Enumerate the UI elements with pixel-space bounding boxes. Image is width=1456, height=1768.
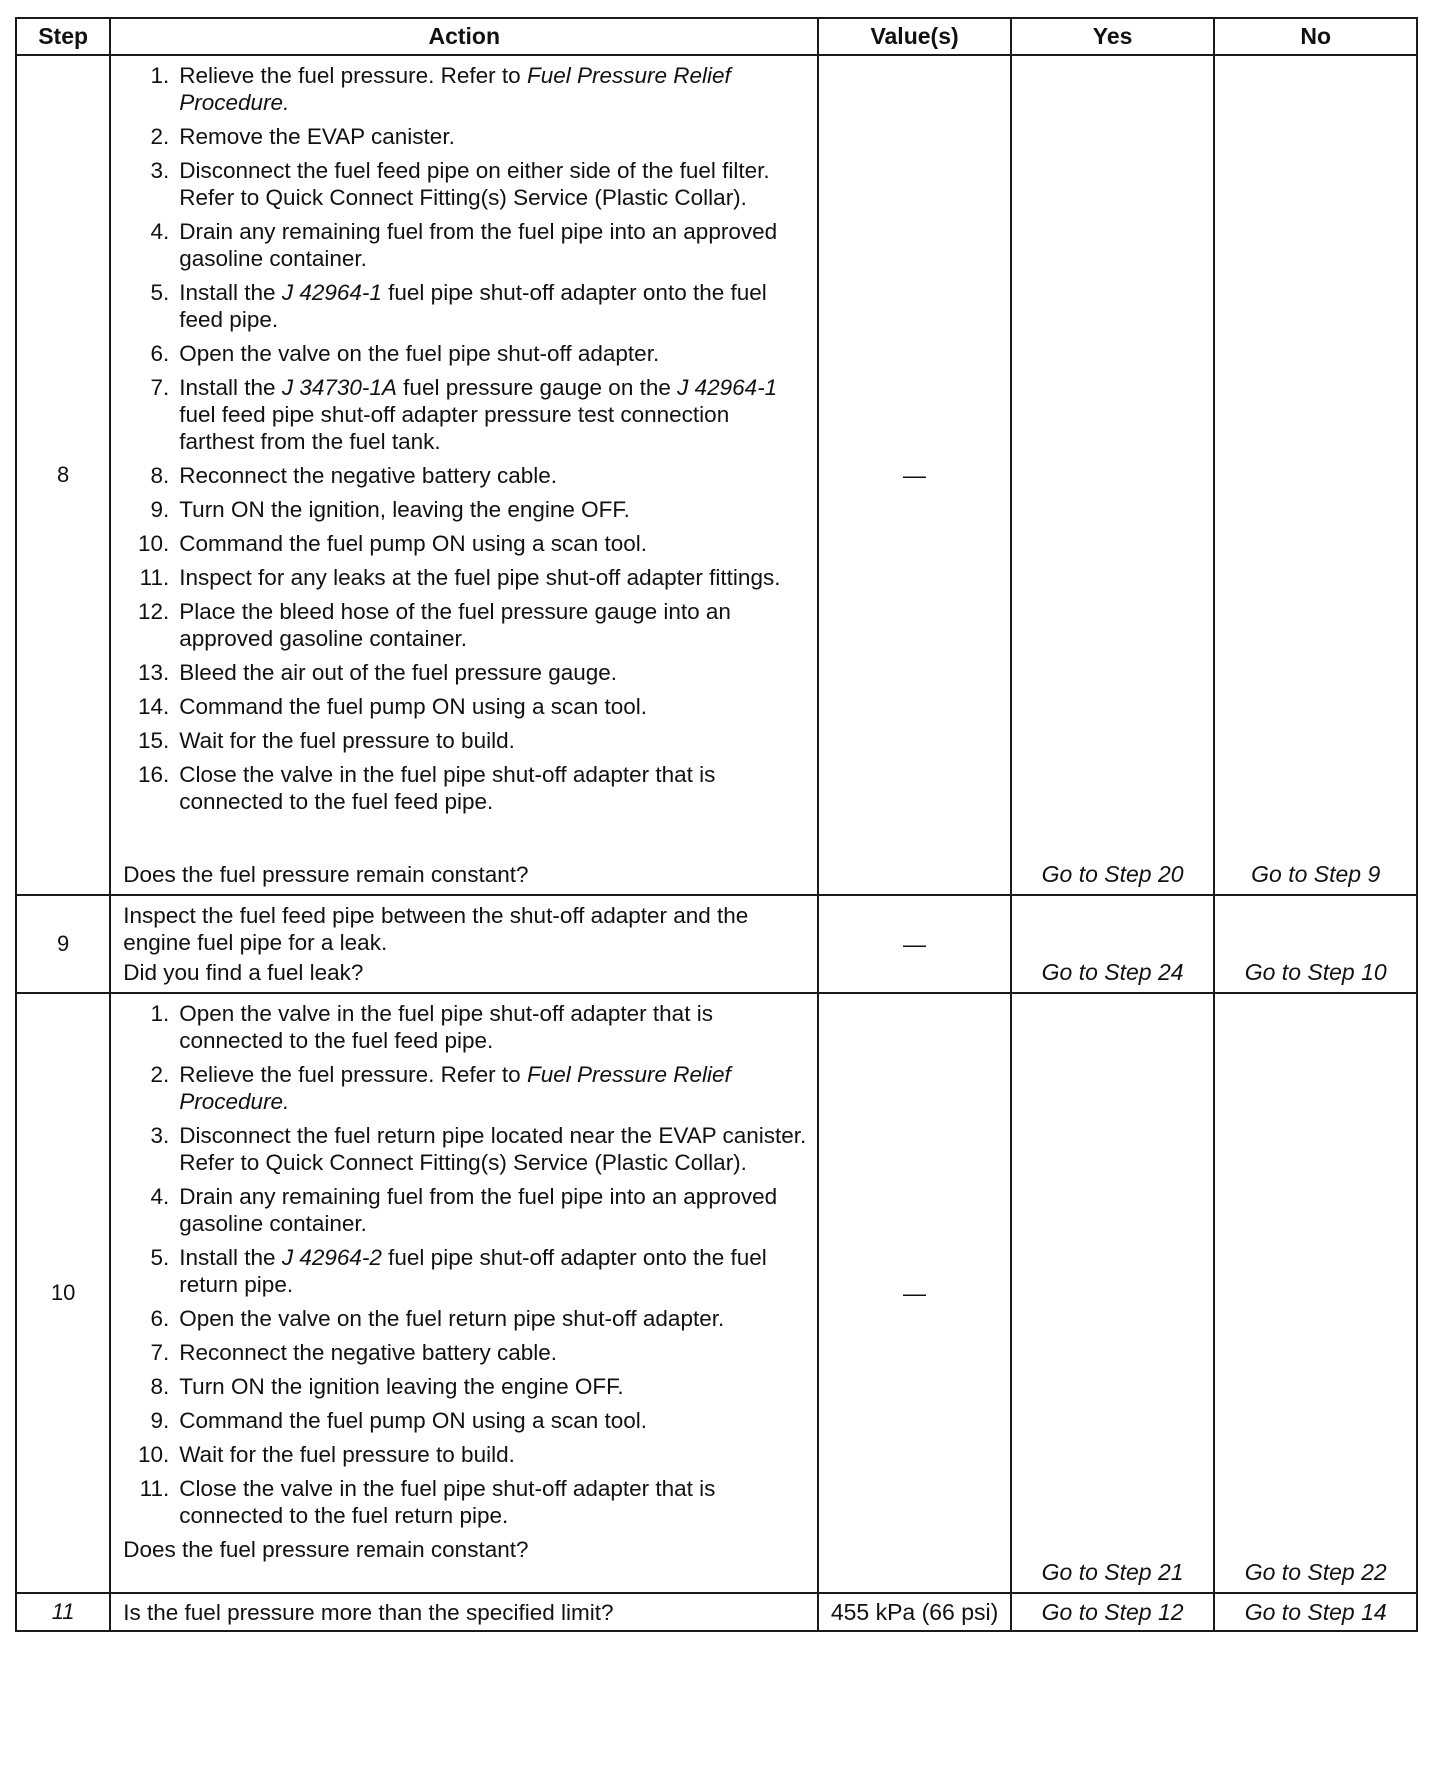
question-text: Does the fuel pressure remain constant? (123, 862, 529, 887)
procedure-step (123, 1183, 807, 1237)
step-index: 10. (137, 1442, 170, 1467)
value-cell: — (818, 993, 1011, 1593)
procedure-step (123, 1407, 807, 1434)
no-link: Go to Step 22 (1214, 993, 1417, 1593)
step-index: 8. (150, 463, 170, 488)
step-index: 3. (150, 1123, 170, 1148)
step-text: Command the fuel pump ON using a scan tool. (179, 1408, 648, 1433)
step-text: Install the J 42964-2 fuel pipe shut-off adapter onto the fuel return pipe. (179, 1245, 767, 1297)
procedure-step (123, 727, 807, 754)
procedure-step (123, 123, 807, 150)
step-index: 5. (150, 280, 170, 305)
procedure-step (123, 462, 807, 489)
step-text: Install the J 34730-1A fuel pressure gauge on the J 42964-1 fuel feed pipe shut-off adapter pressure test connection farthest from the fuel tank. (179, 375, 778, 454)
table-row-step-11 (16, 1593, 1417, 1631)
step-text: Relieve the fuel pressure. Refer to Fuel Pressure Relief Procedure. (179, 1062, 731, 1114)
step-text: Wait for the fuel pressure to build. (179, 728, 515, 753)
procedure-step (123, 1475, 807, 1529)
step-text: Drain any remaining fuel from the fuel pipe into an approved gasoline container. (179, 1184, 778, 1236)
procedure-step (123, 62, 807, 116)
procedure-step (123, 761, 807, 815)
procedure-step (123, 1000, 807, 1054)
procedure-step (123, 598, 807, 652)
question-text: Is the fuel pressure more than the specified limit? (110, 1593, 818, 1631)
step-text: Close the valve in the fuel pipe shut-off adapter that is connected to the fuel feed pipe. (179, 762, 716, 814)
step-index: 12. (137, 599, 170, 624)
step-index: 6. (150, 1306, 170, 1331)
yes-link: Go to Step 20 (1011, 55, 1215, 895)
step-index: 3. (150, 158, 170, 183)
action-cell (110, 55, 818, 895)
step-index: 8. (150, 1374, 170, 1399)
question-text: Did you find a fuel leak? (123, 960, 364, 985)
step-index: 11. (139, 1476, 170, 1501)
table-row-step-10 (16, 993, 1417, 1593)
action-cell (110, 895, 818, 993)
step-number: 10 (16, 993, 110, 1593)
question-text: Does the fuel pressure remain constant? (123, 1537, 529, 1562)
header-values: Value(s) (818, 18, 1011, 55)
step-number: 8 (16, 55, 110, 895)
procedure-step (123, 340, 807, 367)
yes-link: Go to Step 24 (1011, 895, 1215, 993)
header-action: Action (110, 18, 818, 55)
step-text: Reconnect the negative battery cable. (179, 463, 558, 488)
procedure-step (123, 530, 807, 557)
step-number: 11 (16, 1593, 110, 1631)
procedure-step (123, 374, 807, 455)
step-index: 16. (137, 762, 170, 787)
step-text: Open the valve in the fuel pipe shut-off adapter that is connected to the fuel feed pipe. (179, 1001, 713, 1053)
header-step: Step (16, 18, 110, 55)
step-text: Install the J 42964-1 fuel pipe shut-off adapter onto the fuel feed pipe. (179, 280, 767, 332)
yes-link: Go to Step 12 (1011, 1593, 1215, 1631)
action-cell (110, 993, 818, 1593)
step-index: 14. (137, 694, 170, 719)
step-index: 15. (137, 728, 170, 753)
action-text: Inspect the fuel feed pipe between the shut-off adapter and the engine fuel pipe for a leak. (123, 903, 749, 955)
step-index: 4. (150, 219, 170, 244)
procedure-step (123, 1373, 807, 1400)
step-index: 11. (139, 565, 170, 590)
step-index: 7. (150, 1340, 170, 1365)
step-index: 9. (150, 1408, 170, 1433)
step-index: 10. (137, 531, 170, 556)
step-text: Drain any remaining fuel from the fuel pipe into an approved gasoline container. (179, 219, 778, 271)
step-text: Disconnect the fuel feed pipe on either side of the fuel filter. Refer to Quick Connect Fitting(s) Service (Plastic Collar). (179, 158, 770, 210)
procedure-step (123, 1339, 807, 1366)
step-text: Turn ON the ignition, leaving the engine OFF. (179, 497, 630, 522)
yes-link: Go to Step 21 (1011, 993, 1215, 1593)
step-text: Close the valve in the fuel pipe shut-off adapter that is connected to the fuel return pipe. (179, 1476, 716, 1528)
procedure-step (123, 157, 807, 211)
value-cell: 455 kPa (66 psi) (818, 1593, 1011, 1631)
step-index: 4. (150, 1184, 170, 1209)
header-no: No (1214, 18, 1417, 55)
procedure-step (123, 564, 807, 591)
step-index: 2. (150, 1062, 170, 1087)
table-row-step-9 (16, 895, 1417, 993)
procedure-step (123, 1441, 807, 1468)
procedure-step (123, 1244, 807, 1298)
procedure-step (123, 693, 807, 720)
table-row-step-8 (16, 55, 1417, 895)
procedure-step (123, 496, 807, 523)
procedure-step (123, 659, 807, 686)
step-index: 1. (150, 1001, 170, 1026)
procedure-step (123, 279, 807, 333)
step-index: 2. (150, 124, 170, 149)
step-text: Inspect for any leaks at the fuel pipe shut-off adapter fittings. (179, 565, 781, 590)
step-text: Command the fuel pump ON using a scan tool. (179, 531, 648, 556)
step-text: Open the valve on the fuel return pipe shut-off adapter. (179, 1306, 725, 1331)
step-index: 5. (150, 1245, 170, 1270)
procedure-list (123, 1000, 807, 1529)
step-index: 7. (150, 375, 170, 400)
procedure-step (123, 1305, 807, 1332)
step-text: Turn ON the ignition leaving the engine OFF. (179, 1374, 624, 1399)
diagnostic-table (15, 17, 1418, 1632)
step-text: Relieve the fuel pressure. Refer to Fuel Pressure Relief Procedure. (179, 63, 731, 115)
step-text: Open the valve on the fuel pipe shut-off adapter. (179, 341, 660, 366)
step-text: Disconnect the fuel return pipe located near the EVAP canister. Refer to Quick Connect Fitting(s) Service (Plastic Collar). (179, 1123, 807, 1175)
step-text: Remove the EVAP canister. (179, 124, 455, 149)
value-cell: — (818, 895, 1011, 993)
no-link: Go to Step 9 (1214, 55, 1417, 895)
header-yes: Yes (1011, 18, 1215, 55)
procedure-list (123, 62, 807, 815)
header-row (16, 18, 1417, 55)
step-text: Place the bleed hose of the fuel pressure gauge into an approved gasoline container. (179, 599, 731, 651)
step-index: 9. (150, 497, 170, 522)
step-index: 6. (150, 341, 170, 366)
step-text: Bleed the air out of the fuel pressure gauge. (179, 660, 618, 685)
no-link: Go to Step 10 (1214, 895, 1417, 993)
step-index: 13. (137, 660, 170, 685)
step-text: Reconnect the negative battery cable. (179, 1340, 558, 1365)
step-index: 1. (150, 63, 170, 88)
procedure-step (123, 218, 807, 272)
no-link: Go to Step 14 (1214, 1593, 1417, 1631)
value-cell: — (818, 55, 1011, 895)
procedure-step (123, 1061, 807, 1115)
step-text: Command the fuel pump ON using a scan tool. (179, 694, 648, 719)
step-number: 9 (16, 895, 110, 993)
step-text: Wait for the fuel pressure to build. (179, 1442, 515, 1467)
procedure-step (123, 1122, 807, 1176)
